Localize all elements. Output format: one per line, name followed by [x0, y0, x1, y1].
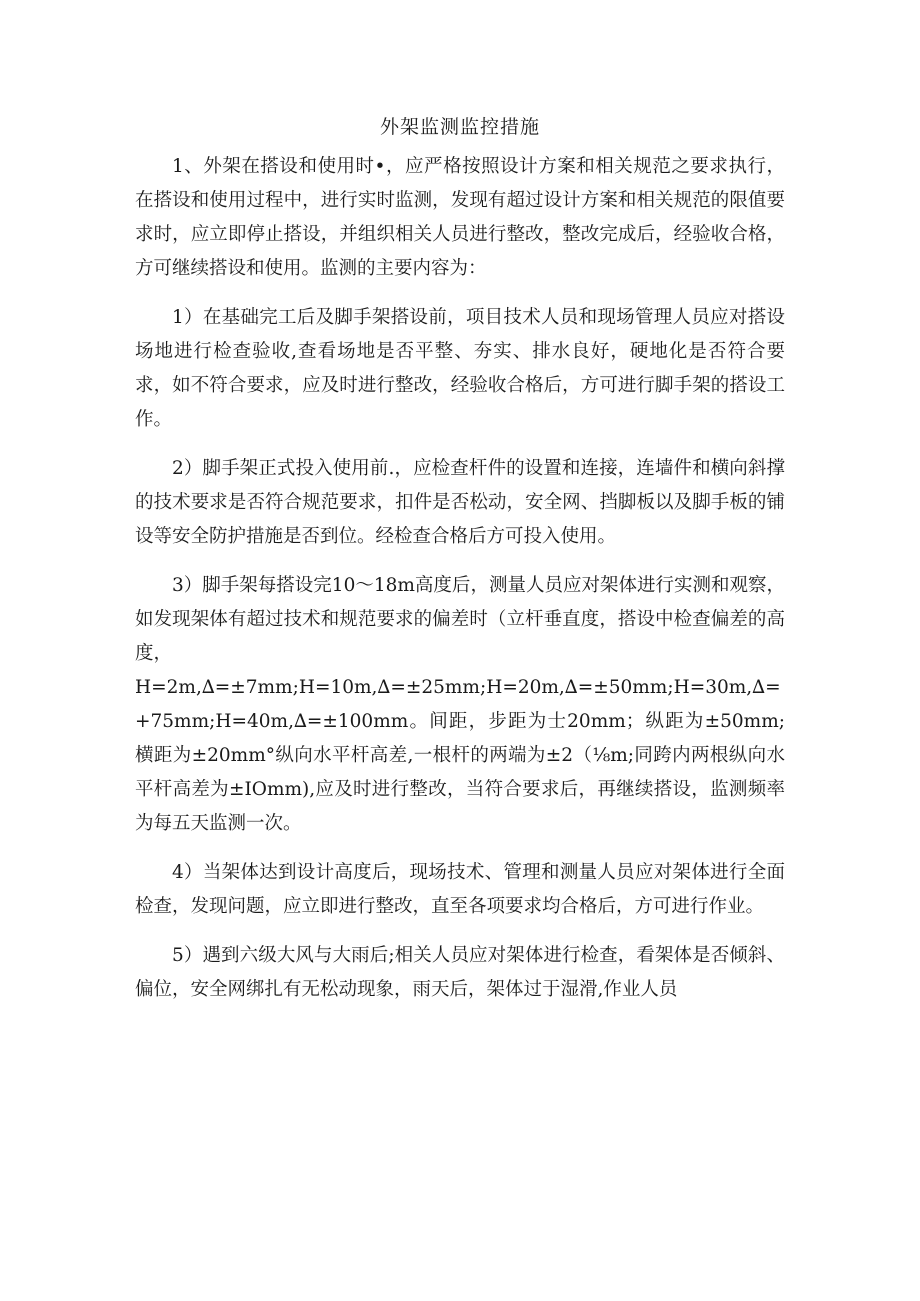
document-title: 外架监测监控措施: [379, 116, 540, 138]
document-body: [135, 150, 785, 1007]
paragraph-item-5: 5）遇到六级大风与大雨后;相关人员应对架体进行检查，看架体是否倾斜、偏位，安全网绑扎有无松动现象，雨天后，架体过于湿滑,作业人员: [135, 945, 785, 1000]
paragraph-item-1: 1）在基础完工后及脚手架搭设前，项目技术人员和现场管理人员应对搭设场地进行检查验收,查看场地是否平整、夯实、排水良好，硬地化是否符合要求，如不符合要求，应及时进行整改，经验收合格后，方可进行脚手架的搭设工作。: [135, 307, 785, 430]
paragraph-item-3-tolerances: H=2m,∆=±7mm;H=10m,∆=±25mm;H=20m,∆=±50mm;H=30m,∆=+75mm;H=40m,∆=±100mm。间距，步距为士20mm；纵距为±50mm;横距为±20mm°纵向水平杆高差,一根杆的两端为±2（⅛m;同跨内两根纵向水平杆高差为±IOmm),应及时进行整改，当符合要求后，再继续搭设，监测频率为每五天监测一次。: [135, 677, 785, 834]
paragraph-item-3: 3）脚手架每搭设完10～18m高度后，测量人员应对架体进行实测和观察，如发现架体有超过技术和规范要求的偏差时（立杆垂直度，搭设中检查偏差的高度，: [135, 575, 785, 664]
paragraph-item-4: 4）当架体达到设计高度后，现场技术、管理和测量人员应对架体进行全面检查，发现问题，应立即进行整改，直至各项要求均合格后，方可进行作业。: [135, 862, 785, 917]
paragraph-intro: 1、外架在搭设和使用时•，应严格按照设计方案和相关规范之要求执行，在搭设和使用过程中，进行实时监测，发现有超过设计方案和相关规范的限值要求时，应立即停止搭设，并组织相关人员进行整改，整改完成后，经验收合格，方可继续搭设和使用。监测的主要内容为：: [135, 156, 785, 279]
paragraph-item-2: 2）脚手架正式投入使用前.，应检查杆件的设置和连接，连墙件和横向斜撑的技术要求是否符合规范要求，扣件是否松动，安全网、挡脚板以及脚手板的铺设等安全防护措施是否到位。经检查合格后方可投入使用。: [135, 458, 785, 547]
